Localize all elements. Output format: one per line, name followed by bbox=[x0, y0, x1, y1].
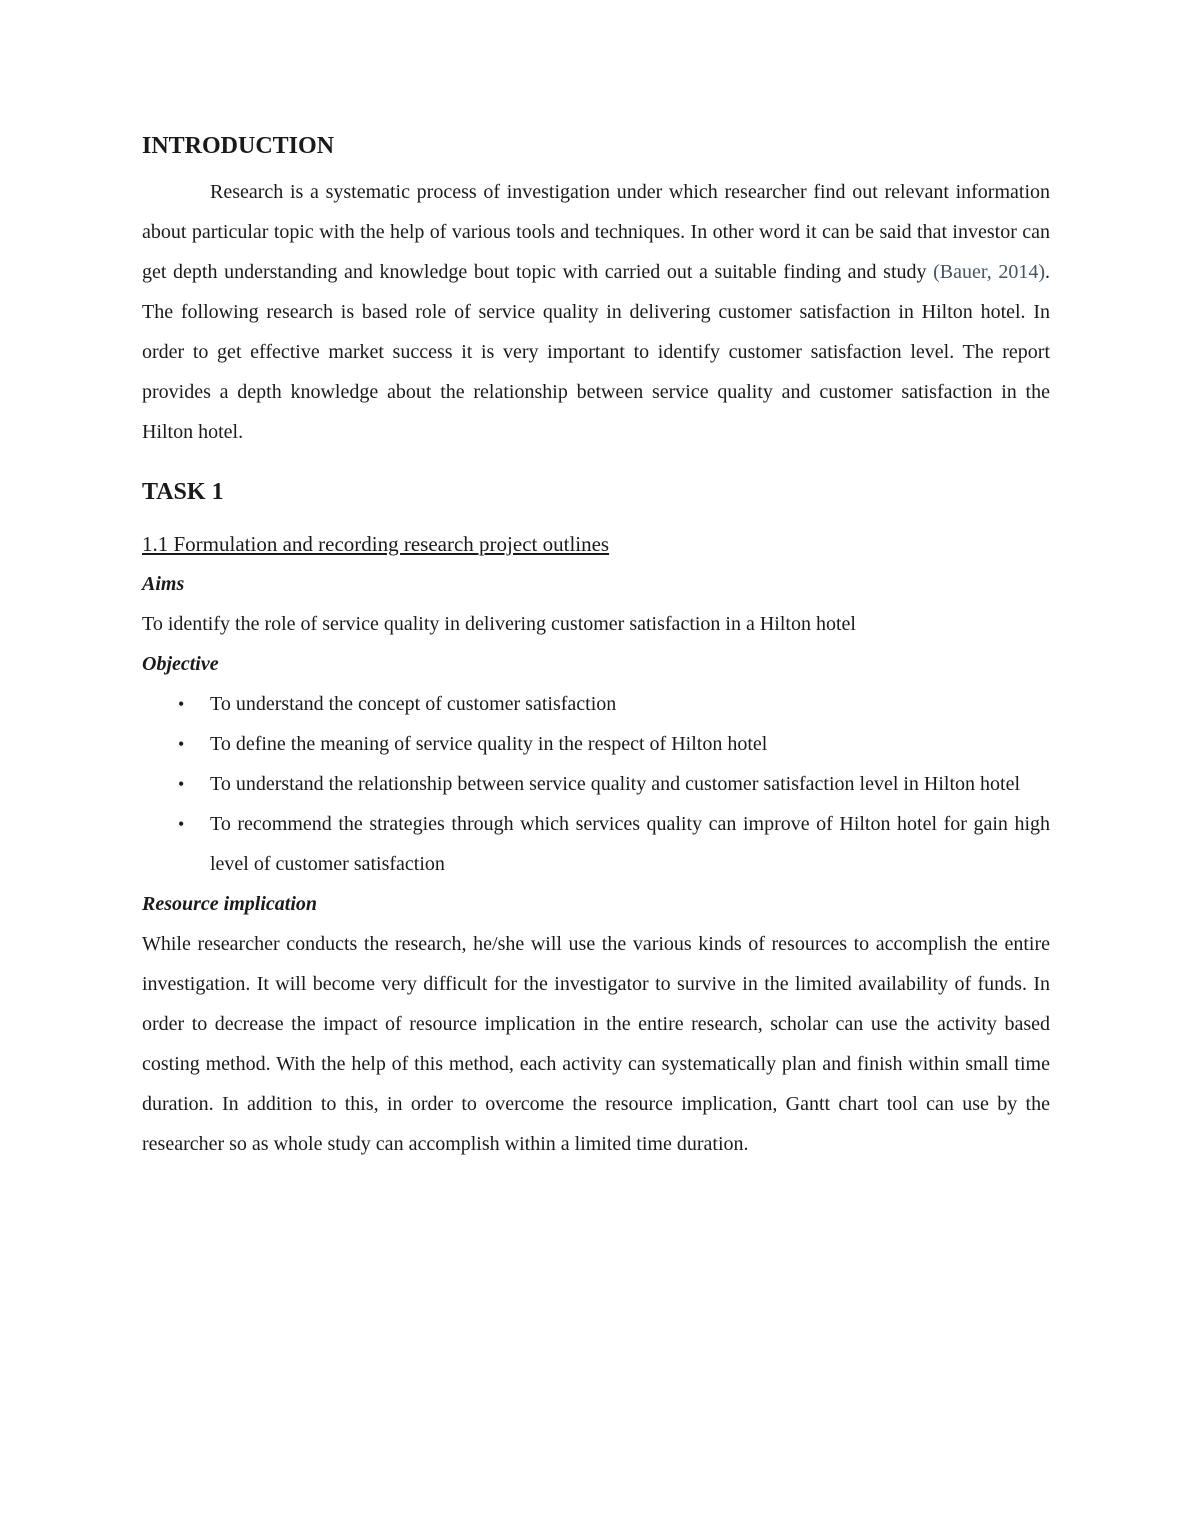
objective-item-text: To understand the concept of customer satisfaction bbox=[210, 693, 617, 715]
list-item bbox=[142, 684, 1050, 724]
bullet-icon: • bbox=[178, 694, 185, 714]
list-item bbox=[142, 804, 1050, 884]
objective-item-text: To understand the relationship between service quality and customer satisfaction level in Hilton hotel bbox=[210, 773, 1021, 795]
bullet-icon: • bbox=[178, 774, 185, 794]
bullet-icon: • bbox=[178, 814, 185, 834]
citation-bauer-2014: (Bauer, 2014) bbox=[933, 261, 1045, 283]
section-1-1-heading: 1.1 Formulation and recording research project outlines bbox=[142, 532, 610, 556]
introduction-heading: INTRODUCTION bbox=[142, 133, 335, 159]
intro-text-before-citation: Research is a systematic process of investigation under which researcher find out relevant information about particular topic with the help of various tools and techniques. In other word it can be said that investor can get depth understanding and knowledge bout topic with carried out a suitable finding and study bbox=[142, 181, 1050, 283]
list-item bbox=[142, 764, 1050, 804]
resource-implication-paragraph: While researcher conducts the research, he/she will use the various kinds of resources to accomplish the entire investigation. It will become very difficult for the investigator to survive in the limited availability of funds. In order to decrease the impact of resource implication in the entire research, scholar can use the activity based costing method. With the help of this method, each activity can systematically plan and finish within small time duration. In addition to this, in order to overcome the resource implication, Gantt chart tool can use by the researcher so as whole study can accomplish within a limited time duration. bbox=[142, 933, 1050, 1155]
objective-item-text: To recommend the strategies through which services quality can improve of Hilton hotel for gain high level of customer satisfaction bbox=[210, 813, 1050, 875]
task1-heading: TASK 1 bbox=[142, 479, 224, 505]
introduction-paragraph bbox=[142, 172, 1050, 452]
resource-implication-label: Resource implication bbox=[142, 893, 317, 915]
objectives-list bbox=[142, 684, 1050, 884]
list-item bbox=[142, 724, 1050, 764]
intro-text-after-citation: . The following research is based role of service quality in delivering customer satisfaction in Hilton hotel. In order to get effective market success it is very important to identify customer satisfaction level. The report provides a depth knowledge about the relationship between service quality and customer satisfaction in the Hilton hotel. bbox=[142, 261, 1050, 443]
objective-label: Objective bbox=[142, 653, 219, 675]
aims-text: To identify the role of service quality in delivering customer satisfaction in a Hilton hotel bbox=[142, 613, 856, 635]
objective-item-text: To define the meaning of service quality in the respect of Hilton hotel bbox=[210, 733, 768, 755]
aims-label: Aims bbox=[142, 573, 185, 595]
bullet-icon: • bbox=[178, 734, 185, 754]
